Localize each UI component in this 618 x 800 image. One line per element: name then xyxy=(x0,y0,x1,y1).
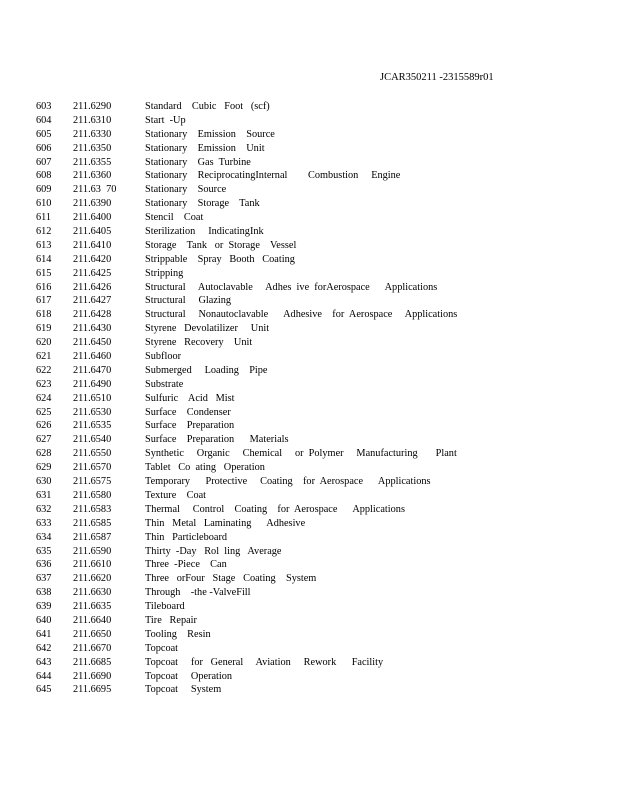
list-item xyxy=(0,614,618,628)
list-item xyxy=(0,461,618,475)
section-number: 211.6580 xyxy=(73,489,112,501)
section-number: 211.6640 xyxy=(73,614,112,626)
defined-term: Thin Particleboard xyxy=(145,531,228,543)
line-number: 610 xyxy=(36,198,52,210)
defined-term: Structural Nonautoclavable Adhesive for Aerospace Applications xyxy=(145,309,458,321)
list-item xyxy=(0,156,618,170)
section-number: 211.6570 xyxy=(73,462,112,474)
line-number: 641 xyxy=(36,628,52,640)
list-item xyxy=(0,572,618,586)
list-item xyxy=(0,225,618,239)
list-item xyxy=(0,433,618,447)
line-number: 623 xyxy=(36,378,52,390)
defined-term: Three -Piece Can xyxy=(145,559,227,571)
line-number: 621 xyxy=(36,351,52,363)
defined-term: Stationary Emission Unit xyxy=(145,142,265,154)
defined-term: Tire Repair xyxy=(145,614,197,626)
list-item xyxy=(0,489,618,503)
line-number: 605 xyxy=(36,128,52,140)
defined-term: Styrene Recovery Unit xyxy=(145,337,253,349)
document-id-header: JCAR350211 -2315589r01 xyxy=(380,72,494,83)
line-number: 634 xyxy=(36,531,52,543)
section-number: 211.6695 xyxy=(73,684,112,696)
defined-term: Three orFour Stage Coating System xyxy=(145,573,317,585)
defined-term: Thermal Control Coating for Aerospace Applications xyxy=(145,503,405,515)
defined-term: Sterilization IndicatingInk xyxy=(145,226,264,238)
section-number: 211.6360 xyxy=(73,170,112,182)
line-number: 639 xyxy=(36,601,52,613)
line-number: 630 xyxy=(36,476,52,488)
defined-term: Synthetic Organic Chemical or Polymer Manufacturing Plant xyxy=(145,448,457,460)
list-item xyxy=(0,336,618,350)
section-number: 211.6585 xyxy=(73,517,112,529)
line-number: 640 xyxy=(36,614,52,626)
section-number: 211.6575 xyxy=(73,476,112,488)
line-number: 607 xyxy=(36,156,52,168)
line-number: 635 xyxy=(36,545,52,557)
line-number: 620 xyxy=(36,337,52,349)
defined-term: Surface Condenser xyxy=(145,406,231,418)
section-number: 211.6450 xyxy=(73,337,112,349)
defined-term: Structural Autoclavable Adhes ive forAerospace Applications xyxy=(145,281,438,293)
list-item xyxy=(0,545,618,559)
defined-term: Tooling Resin xyxy=(145,628,211,640)
list-item xyxy=(0,378,618,392)
list-item xyxy=(0,142,618,156)
section-number: 211.63 70 xyxy=(73,184,117,196)
defined-term: Topcoat System xyxy=(145,684,222,696)
line-number: 637 xyxy=(36,573,52,585)
section-number: 211.6310 xyxy=(73,114,112,126)
list-item xyxy=(0,517,618,531)
section-number: 211.6470 xyxy=(73,364,112,376)
section-number: 211.6405 xyxy=(73,226,112,238)
line-number: 643 xyxy=(36,656,52,668)
line-number: 613 xyxy=(36,239,52,251)
defined-term: Stationary ReciprocatingInternal Combustion Engine xyxy=(145,170,401,182)
line-number: 612 xyxy=(36,226,52,238)
defined-term: Subfloor xyxy=(145,351,182,363)
section-number: 211.6550 xyxy=(73,448,112,460)
list-item xyxy=(0,447,618,461)
line-number: 624 xyxy=(36,392,52,404)
defined-term: Stripping xyxy=(145,267,184,279)
line-number: 606 xyxy=(36,142,52,154)
defined-term: Stencil Coat xyxy=(145,212,204,224)
line-number: 617 xyxy=(36,295,52,307)
defined-term: Substrate xyxy=(145,378,184,390)
section-number: 211.6583 xyxy=(73,503,112,515)
list-item xyxy=(0,683,618,697)
line-number: 618 xyxy=(36,309,52,321)
section-number: 211.6350 xyxy=(73,142,112,154)
list-item xyxy=(0,183,618,197)
section-number: 211.6490 xyxy=(73,378,112,390)
line-number: 614 xyxy=(36,253,52,265)
section-number: 211.6690 xyxy=(73,670,112,682)
defined-term: Start -Up xyxy=(145,114,186,126)
defined-term: Stationary Source xyxy=(145,184,227,196)
section-number: 211.6587 xyxy=(73,531,112,543)
section-number: 211.6410 xyxy=(73,239,112,251)
section-number: 211.6510 xyxy=(73,392,112,404)
section-number: 211.6390 xyxy=(73,198,112,210)
list-item xyxy=(0,503,618,517)
list-item xyxy=(0,281,618,295)
defined-term: Stationary Emission Source xyxy=(145,128,275,140)
defined-term: Sulfuric Acid Mist xyxy=(145,392,235,404)
list-item xyxy=(0,670,618,684)
list-item xyxy=(0,100,618,114)
section-number: 211.6610 xyxy=(73,559,112,571)
list-item xyxy=(0,350,618,364)
list-item xyxy=(0,364,618,378)
list-item xyxy=(0,642,618,656)
defined-term: Structural Glazing xyxy=(145,295,232,307)
list-item xyxy=(0,406,618,420)
line-number: 638 xyxy=(36,587,52,599)
defined-term: Topcoat for General Aviation Rework Facility xyxy=(145,656,384,668)
list-item xyxy=(0,322,618,336)
list-item xyxy=(0,253,618,267)
section-number: 211.6670 xyxy=(73,642,112,654)
section-number: 211.6635 xyxy=(73,601,112,613)
defined-term: Surface Preparation Materials xyxy=(145,434,289,446)
list-item xyxy=(0,558,618,572)
section-number: 211.6530 xyxy=(73,406,112,418)
defined-term: Thirty -Day Rol ling Average xyxy=(145,545,282,557)
list-item xyxy=(0,114,618,128)
list-item xyxy=(0,267,618,281)
section-number: 211.6427 xyxy=(73,295,112,307)
defined-term: Surface Preparation xyxy=(145,420,235,432)
section-number: 211.6290 xyxy=(73,101,112,112)
list-item xyxy=(0,169,618,183)
line-number: 644 xyxy=(36,670,52,682)
defined-term: Stationary Gas Turbine xyxy=(145,156,251,168)
line-number: 631 xyxy=(36,489,52,501)
line-number: 615 xyxy=(36,267,52,279)
line-number: 609 xyxy=(36,184,52,196)
defined-term: Texture Coat xyxy=(145,489,207,501)
line-number: 625 xyxy=(36,406,52,418)
defined-term: Through -the -ValveFill xyxy=(145,587,251,599)
section-number: 211.6428 xyxy=(73,309,112,321)
line-number: 608 xyxy=(36,170,52,182)
line-number: 628 xyxy=(36,448,52,460)
defined-term: Storage Tank or Storage Vessel xyxy=(145,239,297,251)
section-number: 211.6430 xyxy=(73,323,112,335)
definitions-index-list xyxy=(0,100,618,697)
list-item xyxy=(0,239,618,253)
list-item xyxy=(0,211,618,225)
line-number: 626 xyxy=(36,420,52,432)
section-number: 211.6420 xyxy=(73,253,112,265)
defined-term: Topcoat xyxy=(145,642,179,654)
line-number: 603 xyxy=(36,101,52,112)
section-number: 211.6620 xyxy=(73,573,112,585)
line-number: 611 xyxy=(36,212,52,224)
defined-term: Styrene Devolatilizer Unit xyxy=(145,323,270,335)
defined-term: Stationary Storage Tank xyxy=(145,198,260,210)
defined-term: Tileboard xyxy=(145,601,185,613)
line-number: 619 xyxy=(36,323,52,335)
list-item xyxy=(0,128,618,142)
defined-term: Standard Cubic Foot (scf) xyxy=(145,101,270,112)
list-item xyxy=(0,628,618,642)
defined-term: Topcoat Operation xyxy=(145,670,233,682)
list-item xyxy=(0,600,618,614)
section-number: 211.6650 xyxy=(73,628,112,640)
line-number: 627 xyxy=(36,434,52,446)
list-item xyxy=(0,294,618,308)
line-number: 642 xyxy=(36,642,52,654)
list-item xyxy=(0,197,618,211)
line-number: 629 xyxy=(36,462,52,474)
defined-term: Strippable Spray Booth Coating xyxy=(145,253,295,265)
section-number: 211.6685 xyxy=(73,656,112,668)
line-number: 616 xyxy=(36,281,52,293)
defined-term: Thin Metal Laminating Adhesive xyxy=(145,517,306,529)
list-item xyxy=(0,475,618,489)
line-number: 622 xyxy=(36,364,52,376)
line-number: 633 xyxy=(36,517,52,529)
section-number: 211.6540 xyxy=(73,434,112,446)
list-item xyxy=(0,419,618,433)
line-number: 645 xyxy=(36,684,52,696)
defined-term: Temporary Protective Coating for Aerospace Applications xyxy=(145,476,431,488)
section-number: 211.6535 xyxy=(73,420,112,432)
section-number: 211.6330 xyxy=(73,128,112,140)
section-number: 211.6426 xyxy=(73,281,112,293)
line-number: 604 xyxy=(36,114,52,126)
section-number: 211.6425 xyxy=(73,267,112,279)
defined-term: Submerged Loading Pipe xyxy=(145,364,268,376)
list-item xyxy=(0,392,618,406)
section-number: 211.6630 xyxy=(73,587,112,599)
list-item xyxy=(0,656,618,670)
section-number: 211.6590 xyxy=(73,545,112,557)
section-number: 211.6460 xyxy=(73,351,112,363)
section-number: 211.6400 xyxy=(73,212,112,224)
defined-term: Tablet Co ating Operation xyxy=(145,462,265,474)
line-number: 636 xyxy=(36,559,52,571)
list-item xyxy=(0,531,618,545)
line-number: 632 xyxy=(36,503,52,515)
section-number: 211.6355 xyxy=(73,156,112,168)
list-item xyxy=(0,586,618,600)
list-item xyxy=(0,308,618,322)
